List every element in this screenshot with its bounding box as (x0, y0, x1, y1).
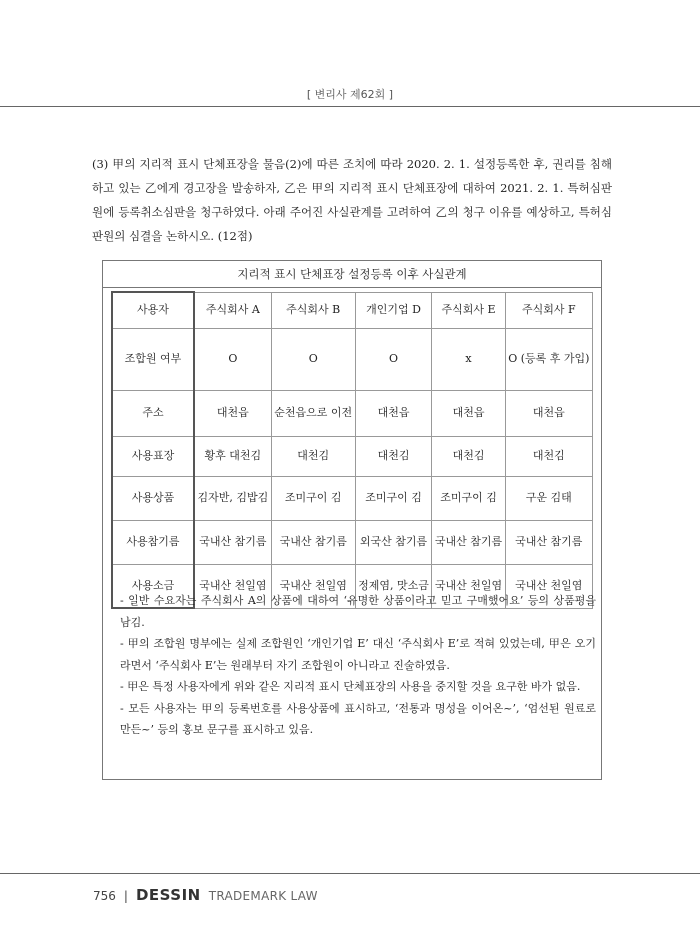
facts-cell: 국내산 천일염 (505, 564, 592, 608)
page-footer (93, 886, 318, 904)
facts-cell: x (432, 328, 505, 390)
facts-cell: 조미구이 김 (271, 476, 355, 520)
row-header-cell: 사용자 (112, 292, 194, 328)
footer-separator: | (123, 889, 128, 903)
facts-cell: 대천읍 (432, 390, 505, 436)
row-header-cell: 사용표장 (112, 436, 194, 476)
facts-cell: 주식회사 B (271, 292, 355, 328)
facts-cell: 조미구이 김 (432, 476, 505, 520)
footer-brand: DESSIN (135, 886, 201, 904)
facts-cell: 국내산 참기름 (271, 520, 355, 564)
facts-row (112, 390, 593, 436)
facts-cell: 개인기업 D (355, 292, 432, 328)
facts-row (112, 476, 593, 520)
facts-cell: O (355, 328, 432, 390)
facts-cell: 국내산 참기름 (505, 520, 592, 564)
facts-cell: 김자반, 김밥김 (194, 476, 271, 520)
facts-cell: 국내산 천일염 (194, 564, 271, 608)
facts-cell: 국내산 천일염 (271, 564, 355, 608)
facts-cell: O (등록 후 가입) (505, 328, 592, 390)
facts-cell: 주식회사 F (505, 292, 592, 328)
note-item: - 甲의 조합원 명부에는 실제 조합원인 ‘개인기업 E’ 대신 ‘주식회사 E’로 적혀 있었는데, 甲은 오기라면서 ‘주식회사 E’는 원래부터 자기 조합원이 아니라고 진술하였음. (120, 637, 596, 672)
facts-cell: 대천김 (355, 436, 432, 476)
row-header-cell: 사용참기름 (112, 520, 194, 564)
facts-cell: O (194, 328, 271, 390)
facts-cell: 조미구이 김 (355, 476, 432, 520)
facts-row (112, 328, 593, 390)
question-number: (3) (92, 157, 109, 171)
facts-cell: 국내산 참기름 (194, 520, 271, 564)
facts-box-title: 지리적 표시 단체표장 설정등록 이후 사실관계 (103, 261, 601, 288)
note-item: - 모든 사용자는 甲의 등록번호를 사용상품에 표시하고, ‘전통과 명성을 이어온~’, ‘엄선된 원료로 만든~’ 등의 홍보 문구를 표시하고 있음. (120, 701, 596, 736)
facts-row (112, 292, 593, 328)
facts-cell: 대천김 (505, 436, 592, 476)
question-body: 甲의 지리적 표시 단체표장을 물음(2)에 따른 조치에 따라 2020. 2. 1. 설정등록한 후, 권리를 침해하고 있는 乙에게 경고장을 발송하자, 乙은 甲의 지리적 표시 단체표장에 대하여 2021. 2. 1. 특허심판원에 등록취소심판을 청구하였다. 아래 주어진 사실관계를 고려하여 乙의 청구 이유를 예상하고, 특허심판원의 심결을 논하시오. (12점) (92, 157, 613, 243)
facts-cell: 대천김 (271, 436, 355, 476)
facts-cell: O (271, 328, 355, 390)
facts-cell: 정제염, 맛소금 (355, 564, 432, 608)
row-header-cell: 사용소금 (112, 564, 194, 608)
bottom-divider (0, 873, 700, 874)
facts-cell: 대천김 (432, 436, 505, 476)
facts-cell: 국내산 참기름 (432, 520, 505, 564)
facts-cell: 구운 김태 (505, 476, 592, 520)
facts-cell: 황후 대천김 (194, 436, 271, 476)
facts-cell: 국내산 천일염 (432, 564, 505, 608)
facts-cell: 순천읍으로 이전 (271, 390, 355, 436)
top-divider (0, 106, 700, 107)
row-header-cell: 조합원 여부 (112, 328, 194, 390)
facts-table (111, 291, 593, 609)
facts-row (112, 520, 593, 564)
note-item: - 일반 수요자는 주식회사 A의 상품에 대하여 ‘유명한 상품이라고 믿고 구매했어요’ 등의 상품평을 남김. (120, 594, 596, 629)
facts-row (112, 436, 593, 476)
facts-cell: 대천읍 (505, 390, 592, 436)
facts-cell: 대천읍 (355, 390, 432, 436)
row-header-cell: 사용상품 (112, 476, 194, 520)
facts-cell: 대천읍 (194, 390, 271, 436)
facts-notes (120, 590, 596, 741)
question-text (92, 152, 612, 248)
footer-subtitle: TRADEMARK LAW (208, 889, 318, 903)
page-number: 756 (93, 889, 116, 903)
row-header-cell: 주소 (112, 390, 194, 436)
section-tag: [ 변리사 제62회 ] (306, 88, 394, 101)
note-item: - 甲은 특정 사용자에게 위와 같은 지리적 표시 단체표장의 사용을 중지할 것을 요구한 바가 없음. (120, 680, 581, 693)
facts-cell: 주식회사 E (432, 292, 505, 328)
facts-cell: 주식회사 A (194, 292, 271, 328)
facts-cell: 외국산 참기름 (355, 520, 432, 564)
